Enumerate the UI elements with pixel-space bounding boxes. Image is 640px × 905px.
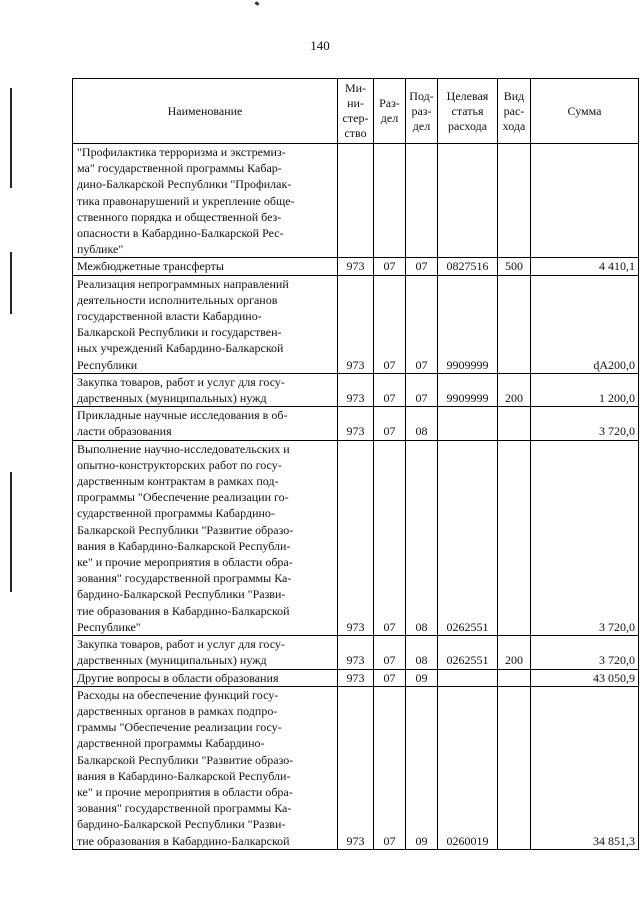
cell-subsection: 07 [406, 275, 438, 373]
table-header-row [73, 79, 639, 144]
header-ministry: Ми- ни- стер- ство [338, 79, 374, 144]
cell-name: Расходы на обеспечение функций госу- дарственных органов в рамках подпро- граммы "Обеспечение реализации госу- дарственной программы Кабардино- Балкарской Республики "Развитие образо- вания в Кабардино-Балкарской Республи- ке" и прочие мероприятия в области обра- зования" государственной программы Ка- бардино-Балкарской Республики "Разви- тие образования в Кабардино-Балкарской [73, 686, 338, 849]
cell-name: Межбюджетные трансферты [73, 258, 338, 275]
budget-table [72, 78, 639, 850]
cell-type [498, 686, 531, 849]
cell-ministry: 973 [338, 407, 374, 440]
cell-ministry: 973 [338, 275, 374, 373]
header-target: Целевая статья расхода [438, 79, 498, 144]
cell-subsection: 07 [406, 258, 438, 275]
cell-sum: 34 851,3 [531, 686, 639, 849]
cell-target [438, 144, 498, 258]
cell-type [498, 275, 531, 373]
page-number: 140 [310, 38, 330, 53]
cell-section: 07 [374, 407, 406, 440]
cell-ministry: 973 [338, 373, 374, 406]
cell-name: "Профилактика терроризма и экстремиз- ма" государственной программы Кабар- дино-Балкарской Республики "Профилак- тика правонарушений и укрепление обще- ственного порядка и общественной без- опасности в Кабардино-Балкарской Рес- публике" [73, 144, 338, 258]
cell-ministry: 973 [338, 686, 374, 849]
cell-type: 500 [498, 258, 531, 275]
table-row [73, 440, 639, 635]
table-row [73, 686, 639, 849]
scan-edge-mark [10, 472, 12, 592]
cell-section: 07 [374, 669, 406, 686]
cell-subsection: 09 [406, 669, 438, 686]
cell-subsection: 08 [406, 407, 438, 440]
cell-subsection: 08 [406, 636, 438, 669]
scan-edge-mark [10, 252, 12, 314]
header-type: Вид рас- хода [498, 79, 531, 144]
cell-ministry: 973 [338, 636, 374, 669]
cell-name: Прикладные научные исследования в об- ласти образования [73, 407, 338, 440]
cell-sum: 3 720,0 [531, 636, 639, 669]
table-row [73, 144, 639, 258]
cell-subsection: 08 [406, 440, 438, 635]
cell-name: Закупка товаров, работ и услуг для госу- дарственных (муниципальных) нужд [73, 636, 338, 669]
header-name: Наименование [73, 79, 338, 144]
cell-ministry [338, 144, 374, 258]
cell-type [498, 407, 531, 440]
table-row [73, 636, 639, 669]
table-row [73, 275, 639, 373]
table-row [73, 373, 639, 406]
cell-ministry: 973 [338, 258, 374, 275]
cell-target [438, 407, 498, 440]
cell-section: 07 [374, 636, 406, 669]
cell-target: 0260019 [438, 686, 498, 849]
cell-target: 9909999 [438, 373, 498, 406]
cell-type [498, 440, 531, 635]
table-row [73, 258, 639, 275]
header-section: Раз- дел [374, 79, 406, 144]
cell-target: 0262551 [438, 636, 498, 669]
cell-sum: 3 720,0 [531, 440, 639, 635]
cell-type [498, 669, 531, 686]
header-sum: Сумма [531, 79, 639, 144]
cell-sum: 1 200,0 [531, 373, 639, 406]
cell-section: 07 [374, 440, 406, 635]
cell-subsection: 07 [406, 373, 438, 406]
cell-section: 07 [374, 258, 406, 275]
header-subsection: Под- раз- дел [406, 79, 438, 144]
cell-ministry: 973 [338, 669, 374, 686]
cell-sum [531, 144, 639, 258]
cell-type: 200 [498, 636, 531, 669]
cell-sum: 43 050,9 [531, 669, 639, 686]
cell-section: 07 [374, 373, 406, 406]
cell-subsection: 09 [406, 686, 438, 849]
cell-section [374, 144, 406, 258]
cell-sum: ɖA200,0 [531, 275, 639, 373]
scan-speck [255, 1, 260, 6]
cell-name: Выполнение научно-исследовательских и опытно-конструкторских работ по госу- дарственным контрактам в рамках под- программы "Обеспечение реализации го- сударственной программы Кабардино- Балкарской Республики "Развитие образо- вания в Кабардино-Балкарской Республи- ке" и прочие мероприятия в области обра- зования" государственной программы Ка- бардино-Балкарской Республики "Разви- тие образования в Кабардино-Балкарской Республике" [73, 440, 338, 635]
cell-type: 200 [498, 373, 531, 406]
cell-name: Другие вопросы в области образования [73, 669, 338, 686]
cell-target: 0827516 [438, 258, 498, 275]
cell-sum: 4 410,1 [531, 258, 639, 275]
scan-edge-mark [10, 88, 12, 188]
cell-target: 0262551 [438, 440, 498, 635]
cell-type [498, 144, 531, 258]
cell-subsection [406, 144, 438, 258]
cell-section: 07 [374, 275, 406, 373]
cell-name: Реализация непрограммных направлений деятельности исполнительных органов государственной власти Кабардино- Балкарской Республики и государствен- ных учреждений Кабардино-Балкарской Республики [73, 275, 338, 373]
table-row [73, 407, 639, 440]
cell-sum: 3 720,0 [531, 407, 639, 440]
cell-target [438, 669, 498, 686]
table-row [73, 669, 639, 686]
cell-ministry: 973 [338, 440, 374, 635]
cell-section: 07 [374, 686, 406, 849]
cell-target: 9909999 [438, 275, 498, 373]
cell-name: Закупка товаров, работ и услуг для госу- дарственных (муниципальных) нужд [73, 373, 338, 406]
